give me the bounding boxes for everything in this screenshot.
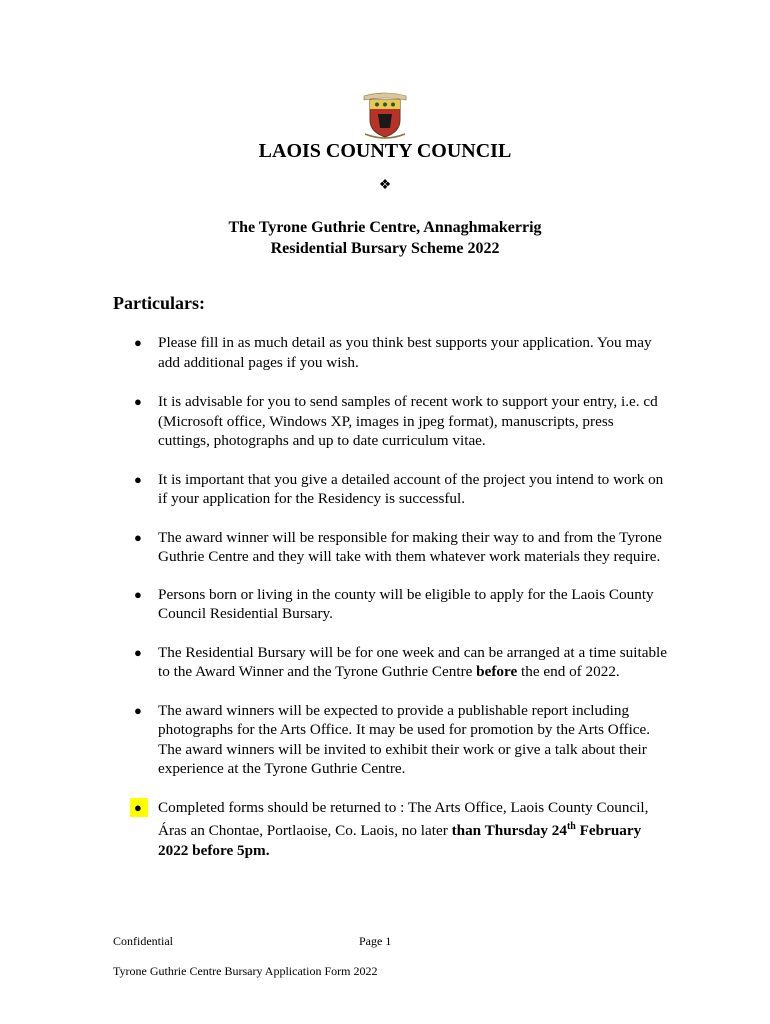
bullet-icon: ●: [134, 529, 142, 545]
bullet-icon: ●: [134, 394, 142, 409]
list-item: [0, 585, 668, 624]
list-item-text: The Residential Bursary will be for one week and can be arranged at a time suitable to the Award Winner and the Tyrone Guthrie Centre before the end of 2022.: [158, 643, 668, 680]
list-item: [0, 528, 668, 567]
document-title: [0, 217, 770, 259]
list-item: [0, 333, 668, 372]
bullet-icon: ●: [134, 586, 142, 602]
list-item: [0, 643, 668, 682]
footer-confidential: Confidential: [113, 934, 173, 948]
list-item: [0, 798, 668, 861]
highlighted-bullet-icon: ●: [130, 798, 148, 818]
list-item: [0, 701, 668, 779]
list-item: [0, 470, 668, 509]
list-item-text: Completed forms should be returned to : The Arts Office, Laois County Council, Áras an Chontae, Portlaoise, Co. Laois, no later than Thursday 24th February 2022 before 5pm.: [158, 798, 649, 859]
list-item: [0, 392, 668, 451]
council-name: LAOIS COUNTY COUNCIL: [258, 140, 512, 162]
list-item-text: It is important that you give a detailed account of the project you intend to work on if your application for the Residency is successful.: [158, 470, 664, 507]
bullet-icon: ●: [134, 335, 142, 350]
particulars-list: [0, 333, 770, 860]
bullet-icon: ●: [134, 644, 142, 660]
footer-page-number: Page 1: [359, 934, 392, 948]
bullet-icon: ●: [134, 702, 142, 718]
list-item-text: It is advisable for you to send samples of recent work to support your entry, i.e. cd (Microsoft office, Windows XP, images in jpeg format), manuscripts, press cuttings, photographs and up to date curriculum vitae.: [158, 393, 658, 449]
footer-form-name: Tyrone Guthrie Centre Bursary Application Form 2022: [113, 964, 378, 978]
bullet-icon: ●: [134, 471, 142, 487]
title-line-2: Residential Bursary Scheme 2022: [270, 240, 500, 257]
list-item-text: Persons born or living in the county will be eligible to apply for the Laois County Council Residential Bursary.: [158, 585, 654, 622]
title-line-1: The Tyrone Guthrie Centre, Annaghmakerrig: [228, 219, 542, 236]
list-item-text: Please fill in as much detail as you think best supports your application. You may add additional pages if you wish.: [158, 334, 652, 371]
section-heading: Particulars:: [113, 293, 205, 313]
list-item-text: The award winner will be responsible for making their way to and from the Tyrone Guthrie Centre and they will take with them whatever work materials they require.: [158, 528, 662, 565]
county-crest-icon: [362, 90, 408, 140]
list-item-text: The award winners will be expected to provide a publishable report including photographs for the Arts Office. It may be used for promotion by the Arts Office. The award winners will be invited to exhibit their work or give a talk about their experience at the Tyrone Guthrie Centre.: [158, 701, 651, 777]
ornament-divider: ❖: [378, 178, 392, 193]
